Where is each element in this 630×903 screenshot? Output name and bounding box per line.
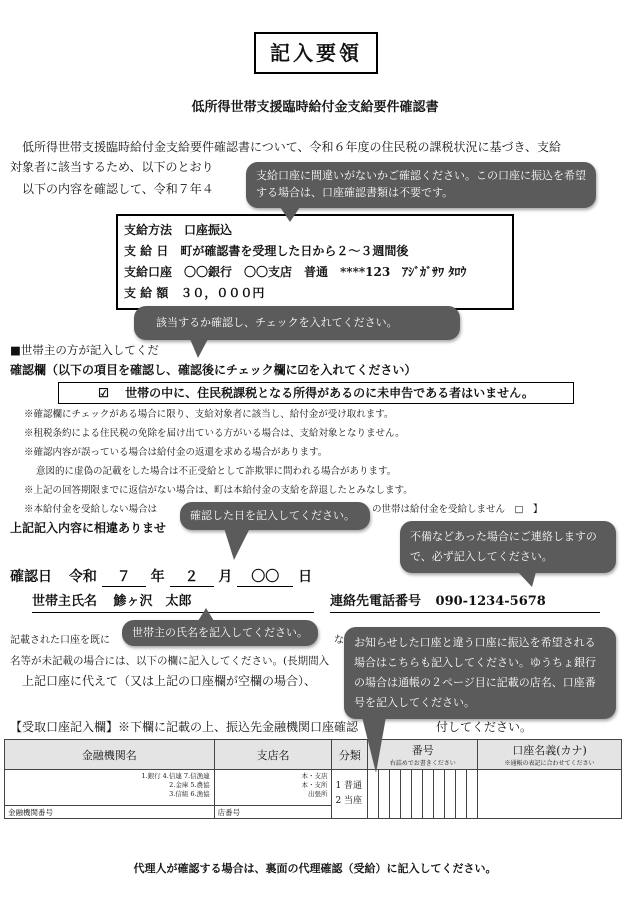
bubble-tail: [224, 528, 250, 560]
header-account-holder-sub: ※通帳の表記に合わせてください: [504, 760, 595, 767]
bubble-tail: [198, 608, 214, 621]
bubble-tail: [280, 207, 300, 222]
payment-account-label: 支給口座: [124, 265, 173, 279]
confirm-date-month-unit: 月: [218, 569, 233, 585]
account-digit-cell[interactable]: [456, 770, 467, 819]
account-type-cell[interactable]: [332, 770, 368, 819]
header-account-holder: [478, 740, 622, 770]
account-digit-cell[interactable]: [467, 770, 478, 819]
document-subtitle: 低所得世帯支援臨時給付金支給要件確認書: [191, 100, 439, 115]
footer-note: 代理人が確認する場合は、裏面の代理確認（受給）に記入してください。: [133, 862, 497, 875]
document-title: 記入要領: [254, 32, 378, 74]
intro-line-2: 対象者に該当するため、以下のとおり: [10, 160, 214, 174]
account-digit-cell[interactable]: [412, 770, 423, 819]
confirm-date-day-unit: 日: [298, 569, 313, 585]
check-item-text: 世帯の中に、住民税課税となる所得があるのに未申告である者はいません。: [125, 386, 534, 400]
bank-types-3: 3.信組 6.漁協: [169, 790, 210, 798]
account-digit-cell[interactable]: [401, 770, 412, 819]
payment-date-row: [124, 241, 512, 262]
account-entry-heading: 【受取口座記入欄】※下欄に記載の上、振込先金融機関口座確認: [10, 720, 359, 734]
payment-amount-row: [124, 283, 512, 304]
account-digit-cell[interactable]: [423, 770, 434, 819]
header-account-holder-label: 口座名義(カナ): [512, 744, 587, 757]
note-1: ※確認欄にチェックがある場合に限り、支給対象者に該当し、給付金が受け取れます。: [24, 409, 394, 420]
bubble-tail: [518, 572, 536, 587]
header-branch-name: 支店名: [214, 740, 332, 770]
note-6-left: ※本給付金を受給しない場合は: [24, 504, 158, 515]
alt-line-1-right: な: [334, 635, 344, 646]
account-digit-cell[interactable]: [368, 770, 379, 819]
name-hint-bubble: [122, 620, 318, 646]
check-hint-bubble: [134, 306, 460, 340]
payment-amount-value: ３０，０００円: [180, 286, 265, 300]
bank-types-2: 2.金庫 5.農協: [169, 781, 210, 789]
header-type: 分類: [332, 740, 368, 770]
date-hint-bubble: [180, 502, 370, 530]
confirm-date-row: [10, 566, 312, 587]
account-digit-cell[interactable]: [390, 770, 401, 819]
note-4: 意図的に虚偽の記載をした場合は不正受給として詐欺罪に問われる場合があります。: [36, 466, 397, 477]
header-bank-name: 金融機関名: [5, 740, 215, 770]
payment-method-row: [124, 220, 512, 241]
phone-hint-text: 不備などあった場合にご連絡しますので、必ず記入してください。: [410, 530, 597, 563]
account-digit-cell[interactable]: [445, 770, 456, 819]
account-hint-text: 支給口座に間違いがないかご確認ください。この口座に振込を希望する場合は、口座確認書類は不要です。: [256, 169, 586, 199]
confirm-date-year-unit: 年: [150, 569, 165, 585]
alt-account-hint-bubble: [344, 627, 616, 719]
phone-hint-bubble: [400, 521, 616, 573]
branch-name-cell[interactable]: [214, 770, 332, 806]
account-digit-cell[interactable]: [379, 770, 390, 819]
payment-account-value: 〇〇銀行 〇〇支店 普通 ****123 ｱｼﾞｶﾞｻﾜ ﾀﾛｳ: [184, 265, 467, 279]
agree-text: 上記記入内容に相違ありませ: [10, 521, 167, 535]
check-item-box: [58, 382, 574, 404]
payment-method-value: 口座振込: [184, 223, 233, 237]
payment-date-label: 支 給 日: [124, 244, 169, 258]
householder-note: ■世帯主の方が記入してくだ: [10, 343, 159, 357]
intro-line-3: 以下の内容を確認して、令和７年４: [22, 182, 214, 196]
bank-code-label: 金融機関番号: [8, 807, 53, 817]
account-hint-bubble: [246, 162, 596, 208]
account-type-1: 1 普通: [335, 781, 363, 791]
header-account-number-sub: 右詰めでお書きください: [389, 760, 456, 767]
note-6-right: の世帯は給付金を受給しません □ 】: [372, 504, 543, 515]
householder-name-value[interactable]: 鯵ヶ沢 太郎: [113, 594, 192, 609]
payment-amount-label: 支 給 額: [124, 286, 169, 300]
confirm-date-year[interactable]: ７: [102, 566, 146, 587]
bubble-tail: [362, 717, 386, 773]
confirm-heading: 確認欄（以下の項目を確認し、確認後にチェック欄に☑を入れてください）: [10, 363, 417, 377]
branch-code-cell[interactable]: [214, 806, 332, 819]
branch-types-3: 出張所: [307, 790, 328, 798]
householder-phone-label: 連絡先電話番号: [330, 594, 422, 609]
payment-account-row: [124, 262, 512, 283]
account-table: [4, 739, 622, 819]
branch-types-1: 本・支店: [301, 772, 328, 780]
alt-line-3: 上記口座に代えて（又は上記の口座欄が空欄の場合）、: [22, 674, 317, 688]
householder-phone-row: [330, 592, 600, 613]
householder-name-label: 世帯主氏名: [32, 594, 98, 609]
bank-code-cell[interactable]: [5, 806, 215, 819]
payment-date-value: 町が確認書を受理した日から２～３週間後: [180, 244, 409, 258]
account-type-2: 2 当座: [335, 796, 363, 806]
branch-code-label: 店番号: [217, 807, 241, 817]
payment-info-box: [116, 214, 514, 310]
confirm-date-era: 令和: [68, 569, 97, 585]
bubble-tail: [190, 339, 208, 358]
bank-name-cell[interactable]: [5, 770, 215, 806]
intro-line-1: 低所得世帯支援臨時給付金支給要件確認書について、令和６年度の住民税の課税状況に基づき、支給: [22, 140, 562, 154]
note-3: ※確認内容が誤っている場合は給付金の返還を求める場合があります。: [24, 447, 328, 458]
account-holder-cell[interactable]: [478, 770, 622, 819]
alt-account-hint-text: お知らせした口座と違う口座に振込を希望される場合はこちらも記入してください。ゆうちょ銀行の場合は通帳の２ページ目に記載の店名、口座番号を記入してください。: [354, 636, 596, 709]
branch-types-2: 本・支所: [301, 781, 328, 789]
confirm-date-label: 確認日: [10, 569, 52, 585]
householder-phone-value[interactable]: 090-1234-5678: [435, 594, 546, 609]
note-2: ※租税条約による住民税の免除を届け出ている方がいる場合は、支給対象となりません。: [24, 428, 405, 439]
checkbox-checked[interactable]: ☑: [98, 386, 109, 400]
confirm-date-month[interactable]: ２: [170, 566, 214, 587]
header-account-number-label: 番号: [411, 744, 434, 757]
account-digit-cell[interactable]: [434, 770, 445, 819]
note-5: ※上記の回答期限までに返信がない場合は、町は本給付金の支給を辞退したとみなします。: [24, 485, 413, 496]
bank-types-1: 1.銀行 4.信連 7.信漁連: [141, 772, 210, 780]
date-hint-text: 確認した日を記入してください。: [190, 509, 355, 522]
householder-name-row: [32, 592, 314, 613]
payment-method-label: 支給方法: [124, 223, 173, 237]
alt-line-2: 名等が未記載の場合には、以下の欄に記入してください。(長期間入: [10, 655, 330, 667]
confirm-date-day[interactable]: 〇〇: [237, 566, 293, 587]
check-hint-text: 該当するか確認し、チェックを入れてください。: [156, 316, 398, 329]
name-hint-text: 世帯主の氏名を記入してください。: [132, 626, 308, 639]
account-entry-heading-right: 付してください。: [436, 720, 533, 734]
alt-line-1: 記載された口座を既に: [10, 635, 110, 646]
